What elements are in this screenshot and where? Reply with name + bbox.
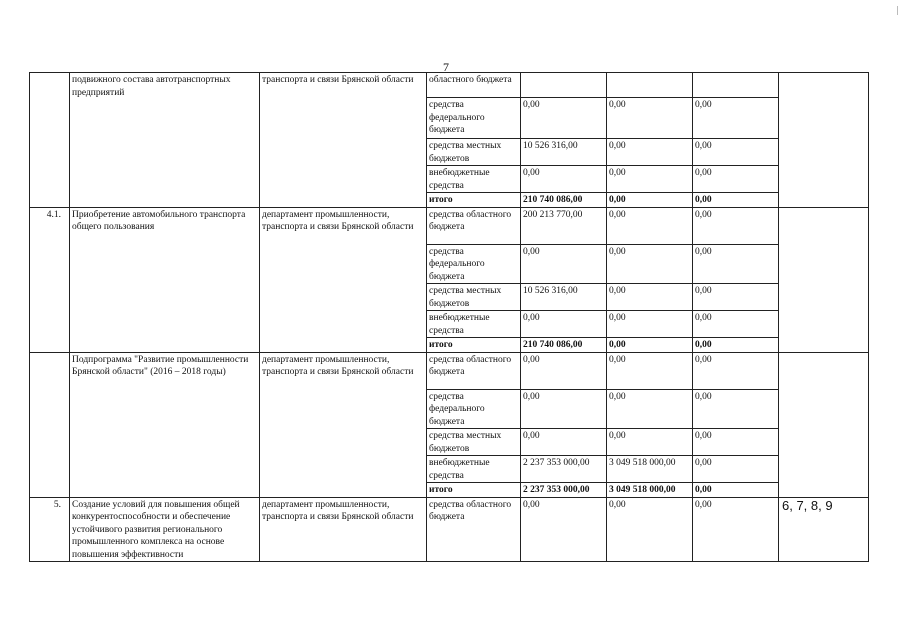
amount-2016: 200 213 770,00 <box>521 207 607 244</box>
amount-2016: 10 526 316,00 <box>521 284 607 311</box>
amount-2017: 3 049 518 000,00 <box>607 483 693 498</box>
amount-2017: 3 049 518 000,00 <box>607 456 693 483</box>
funding-source: средства местных бюджетов <box>427 284 521 311</box>
measure-name: Создание условий для повышения общей конкурентоспособности и обеспечение устойчивого развития регионального промышленного комплекса на основе повышения эффективности <box>70 497 260 562</box>
amount-2018: 0,00 <box>693 352 779 389</box>
amount-2016: 0,00 <box>521 352 607 389</box>
amount-2018: 0,00 <box>693 139 779 166</box>
measure-name: подвижного состава автотранспортных предприятий <box>70 73 260 208</box>
amount-2016: 0,00 <box>521 98 607 139</box>
item-number: 4.1. <box>30 207 70 352</box>
amount-2017: 0,00 <box>607 311 693 338</box>
amount-2016: 0,00 <box>521 311 607 338</box>
table-row <box>30 207 869 244</box>
funding-source: средства местных бюджетов <box>427 429 521 456</box>
amount-2018: 0,00 <box>693 497 779 562</box>
funding-source: средства областного бюджета <box>427 352 521 389</box>
amount-2018: 0,00 <box>693 284 779 311</box>
table-body <box>30 73 869 562</box>
amount-2017: 0,00 <box>607 139 693 166</box>
funding-source: внебюджетные средства <box>427 311 521 338</box>
funding-source: итого <box>427 338 521 353</box>
table-row <box>30 352 869 389</box>
amount-2018: 0,00 <box>693 389 779 429</box>
amount-2017: 0,00 <box>607 429 693 456</box>
amount-2016: 0,00 <box>521 166 607 193</box>
funding-source: средства федерального бюджета <box>427 244 521 284</box>
amount-2016: 2 237 353 000,00 <box>521 483 607 498</box>
amount-2017: 0,00 <box>607 193 693 208</box>
indicator-refs <box>779 73 869 208</box>
funding-source: средства областного бюджета <box>427 207 521 244</box>
amount-2017: 0,00 <box>607 244 693 284</box>
funding-source: внебюджетные средства <box>427 166 521 193</box>
amount-2016: 2 237 353 000,00 <box>521 456 607 483</box>
amount-2017: 0,00 <box>607 98 693 139</box>
amount-2017: 0,00 <box>607 284 693 311</box>
amount-2016: 0,00 <box>521 429 607 456</box>
amount-2016: 0,00 <box>521 497 607 562</box>
scan-artifact <box>897 6 898 15</box>
amount-2018: 0,00 <box>693 483 779 498</box>
amount-2016: 210 740 086,00 <box>521 193 607 208</box>
amount-2018: 0,00 <box>693 193 779 208</box>
amount-2017: 0,00 <box>607 338 693 353</box>
amount-2016: 0,00 <box>521 389 607 429</box>
amount-2017: 0,00 <box>607 207 693 244</box>
amount-2018: 0,00 <box>693 244 779 284</box>
executor: департамент промышленности, транспорта и связи Брянской области <box>260 352 427 497</box>
amount-2018: 0,00 <box>693 166 779 193</box>
funding-source: средства местных бюджетов <box>427 139 521 166</box>
table-row <box>30 73 869 98</box>
indicator-refs <box>779 207 869 352</box>
executor: департамент промышленности, транспорта и связи Брянской области <box>260 497 427 562</box>
executor: транспорта и связи Брянской области <box>260 73 427 208</box>
item-number: 5. <box>30 497 70 562</box>
amount-2018: 0,00 <box>693 98 779 139</box>
indicator-refs: 6, 7, 8, 9 <box>779 497 869 562</box>
executor: департамент промышленности, транспорта и связи Брянской области <box>260 207 427 352</box>
amount-2017: 0,00 <box>607 352 693 389</box>
table-row <box>30 497 869 562</box>
amount-2018: 0,00 <box>693 311 779 338</box>
funding-source: итого <box>427 193 521 208</box>
amount-2016 <box>521 73 607 98</box>
amount-2017 <box>607 73 693 98</box>
program-table <box>29 72 869 562</box>
amount-2017: 0,00 <box>607 389 693 429</box>
amount-2018 <box>693 73 779 98</box>
funding-source: средства федерального бюджета <box>427 389 521 429</box>
funding-source: внебюджетные средства <box>427 456 521 483</box>
amount-2016: 10 526 316,00 <box>521 139 607 166</box>
amount-2017: 0,00 <box>607 166 693 193</box>
item-number <box>30 352 70 497</box>
funding-source: средства федерального бюджета <box>427 98 521 139</box>
amount-2017: 0,00 <box>607 497 693 562</box>
amount-2018: 0,00 <box>693 338 779 353</box>
amount-2016: 210 740 086,00 <box>521 338 607 353</box>
measure-name: Подпрограмма "Развитие промышленности Брянской области" (2016 – 2018 годы) <box>70 352 260 497</box>
amount-2018: 0,00 <box>693 207 779 244</box>
indicator-refs <box>779 352 869 497</box>
funding-source: итого <box>427 483 521 498</box>
page-number: 7 <box>443 60 449 74</box>
funding-source: областного бюджета <box>427 73 521 98</box>
amount-2018: 0,00 <box>693 456 779 483</box>
funding-source: средства областного бюджета <box>427 497 521 562</box>
amount-2018: 0,00 <box>693 429 779 456</box>
item-number <box>30 73 70 208</box>
amount-2016: 0,00 <box>521 244 607 284</box>
measure-name: Приобретение автомобильного транспорта общего пользования <box>70 207 260 352</box>
